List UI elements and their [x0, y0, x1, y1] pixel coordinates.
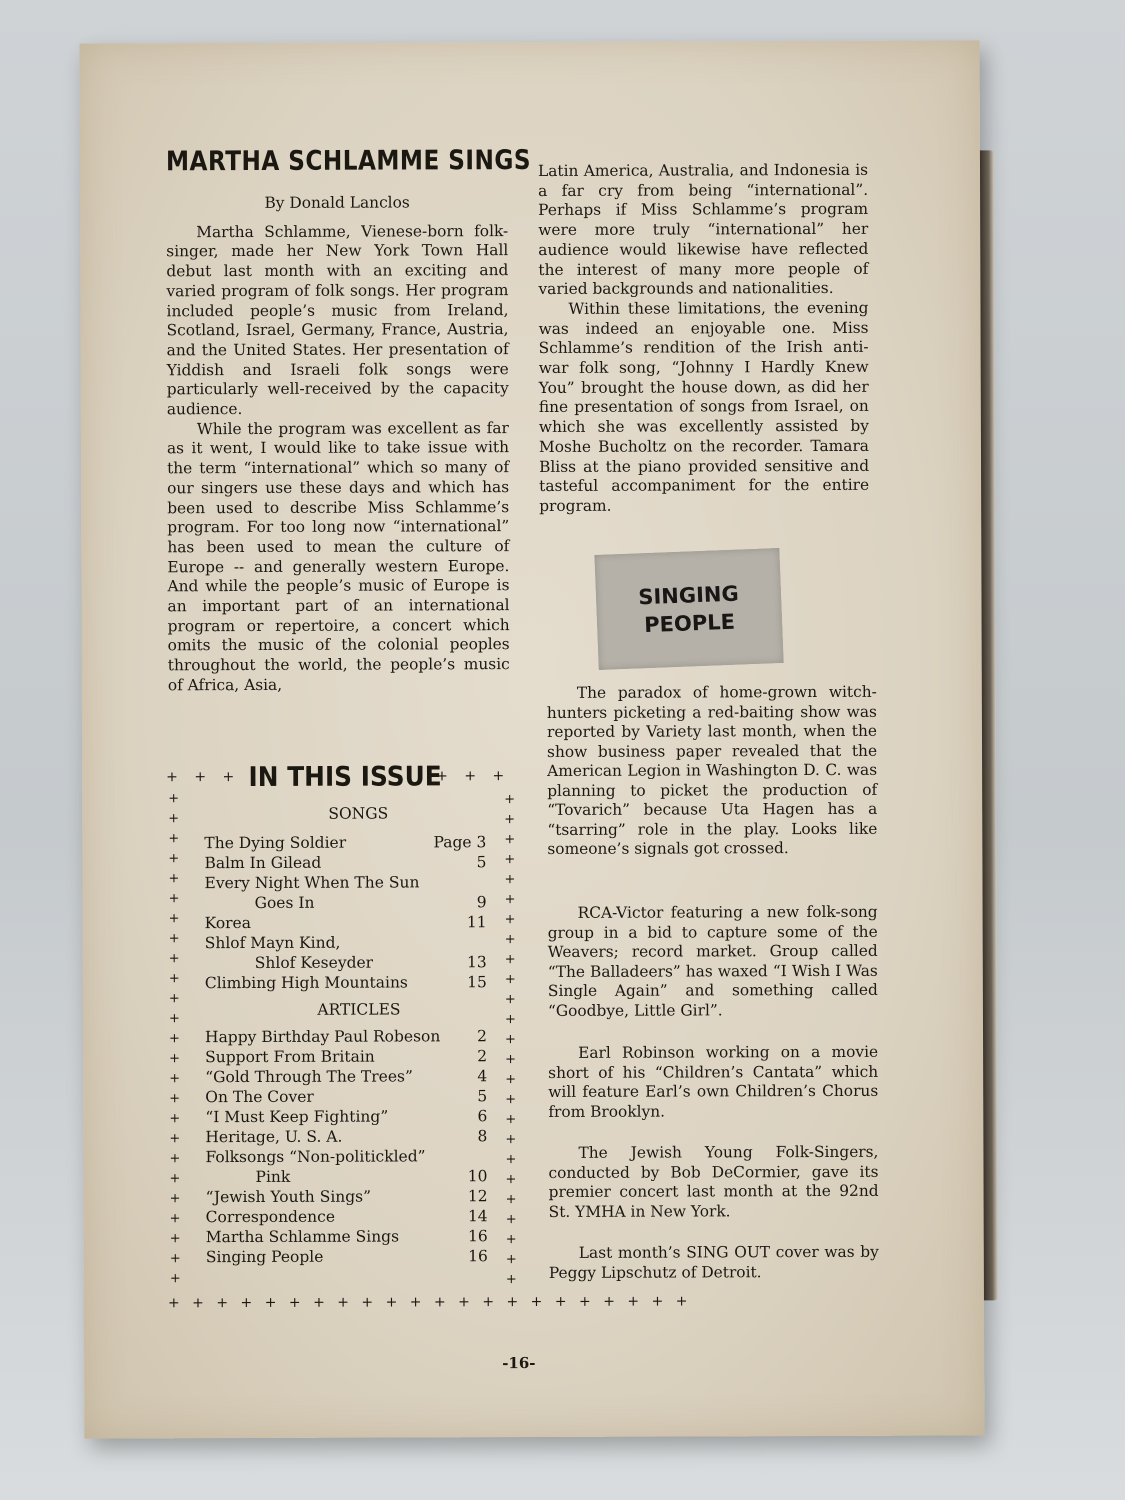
article-paragraph: Within these limitations, the evening was indeed an enjoyable one. Miss Schlamme’s rendition of the Irish anti-war folk song, “Johnny I Hardly Knew You” brought the house down, as did her fine presentation of songs from Israel, on which she was excellently assisted by Moshe Bucholtz on the recorder. Tamara Bliss at the piano provided sensitive and tasteful accompaniment for the entire program.: [538, 298, 870, 515]
toc-entry-page: 16: [468, 1247, 488, 1266]
toc-entry: [205, 1126, 487, 1147]
toc-entry-page: 2: [477, 1047, 488, 1066]
toc-entry-title: Support From Britain: [205, 1047, 375, 1067]
toc-entry: [205, 932, 487, 953]
news-item: [548, 1143, 878, 1222]
toc-border-left: + + + + + + + + + + + + + + + + + + + + + + + + +: [168, 791, 181, 1287]
toc-entry-title: Shlof Mayn Kind,: [204, 933, 341, 953]
toc-border-right: + + + + + + + + + + + + + + + + + + + + + + + + +: [504, 792, 517, 1288]
singing-people-badge: [594, 548, 783, 670]
toc-entry-title: Climbing High Mountains: [204, 973, 408, 993]
article-right-column: [538, 161, 869, 517]
toc-songs-list: [204, 832, 487, 993]
toc-entry: [206, 1226, 488, 1247]
toc-entry: [205, 972, 487, 993]
toc-entry-title: Goes In: [254, 893, 315, 912]
toc-entry-page: 12: [467, 1187, 488, 1206]
toc-entry-title: “Jewish Youth Sings”: [205, 1187, 372, 1207]
toc-entry: [205, 952, 487, 973]
toc-entry: [205, 1106, 487, 1127]
toc-entry: [204, 852, 486, 873]
toc-entry: [205, 912, 487, 933]
toc-entry-title: Every Night When The Sun: [204, 873, 420, 893]
toc-articles-heading: ARTICLES: [317, 1000, 401, 1019]
badge-line-1: SINGING: [637, 581, 740, 609]
toc-articles-list: [205, 1026, 488, 1267]
toc-entry-title: Correspondence: [205, 1207, 336, 1227]
toc-entry-title: The Dying Soldier: [204, 833, 347, 853]
toc-entry-page: 16: [467, 1227, 488, 1246]
toc-entry: [205, 1046, 487, 1067]
toc-entry-title: Martha Schlamme Sings: [205, 1227, 400, 1247]
toc-entry-page: 4: [477, 1067, 488, 1086]
page-number: -16-: [502, 1353, 536, 1373]
toc-title: IN THIS ISSUE: [248, 761, 442, 793]
toc-entry-page: 5: [476, 853, 487, 872]
toc-entry-page: 10: [467, 1167, 488, 1186]
toc-entry: [204, 872, 486, 893]
badge-line-2: PEOPLE: [643, 609, 736, 637]
article-byline: By Donald Lanclos: [264, 193, 410, 212]
toc-entry: [205, 1066, 487, 1087]
toc-entry-title: “Gold Through The Trees”: [205, 1067, 413, 1087]
toc-entry: [204, 832, 486, 853]
news-item: [548, 1043, 878, 1122]
toc-entry: [206, 1206, 488, 1227]
toc-entry: [205, 1146, 487, 1167]
toc-entry-title: Korea: [204, 913, 251, 933]
toc-entry-page: 14: [467, 1207, 488, 1226]
toc-entry-title: Singing People: [205, 1247, 324, 1267]
article-paragraph: Martha Schlamme, Vienese-born folk-singer, made her New York Town Hall debut last month with an exciting and varied program of folk songs. Her program included people’s music from Ireland, Scotland, Israel, Germany, France, Austria, and the United States. Her presentation of Yiddish and Israeli folk songs were particularly well-received by the capacity audience.: [166, 221, 509, 419]
toc-entry-page: 13: [467, 953, 487, 972]
toc-entry-page: 9: [476, 893, 487, 912]
toc-entry: [206, 1186, 488, 1207]
article-paragraph: Latin America, Australia, and Indonesia is a far cry from being “international”. Perhaps if Miss Schlamme’s program were more truly “international” her audience would likewise have reflected the interest of many more people of varied backgrounds and nationalities.: [537, 160, 869, 299]
toc-entry-title: Heritage, U. S. A.: [205, 1127, 343, 1147]
toc-entry-title: “I Must Keep Fighting”: [205, 1107, 389, 1127]
news-item-text: Earl Robinson working on a movie short of his “Children’s Cantata” which will feature Earl’s own Children’s Chorus from Brooklyn.: [548, 1042, 879, 1121]
toc-entry-page: 11: [466, 913, 487, 932]
toc-entry-title: Balm In Gilead: [204, 853, 322, 873]
toc-entry-title: Folksongs “Non-politickled”: [205, 1147, 426, 1167]
magazine-page: [80, 40, 985, 1438]
news-item: [549, 1243, 879, 1283]
toc-entry-title: On The Cover: [205, 1087, 314, 1107]
toc-entry-page: 15: [467, 973, 487, 992]
toc-entry-title: Happy Birthday Paul Robeson: [205, 1027, 441, 1047]
toc-entry-title: Pink: [255, 1167, 291, 1186]
toc-entry-page: 8: [477, 1127, 488, 1146]
toc-entry: [205, 1086, 487, 1107]
toc-entry-page: 5: [477, 1087, 488, 1106]
toc-entry: [206, 1246, 488, 1267]
toc-border-top-right: + + +: [436, 768, 511, 785]
toc-entry-page: 2: [477, 1027, 488, 1046]
toc-border-top-left: + + +: [166, 769, 241, 786]
toc-entry: [205, 1166, 487, 1187]
news-item: [547, 683, 878, 860]
news-item-text: The paradox of home-grown witch-hunters picketing a red-baiting show was reported by Variety last month, when the show business paper revealed that the American Legion in Washington D. C. was planning to picket the production of “Tovarich” because Uta Hagen has a “tsarring” role in the play. Looks like someone’s signals got crossed.: [546, 682, 878, 858]
toc-entry: [205, 1026, 487, 1047]
toc-entry-title: Shlof Keseyder: [254, 953, 374, 972]
table-of-contents: [166, 760, 692, 1312]
news-item-text: The Jewish Young Folk-Singers, conducted by Bob DeCormier, gave its premier concert last month at the 92nd St. YMHA in New York.: [548, 1142, 879, 1221]
news-item: [548, 903, 878, 1021]
toc-border-bottom: + + + + + + + + + + + + + + + + + + + + + +: [167, 1293, 692, 1312]
news-item-text: Last month’s SING OUT cover was by Peggy Lipschutz of Detroit.: [548, 1242, 879, 1282]
toc-entry-page: 6: [477, 1107, 488, 1126]
toc-entry: [205, 892, 487, 913]
article-headline: MARTHA SCHLAMME SINGS: [165, 145, 532, 178]
toc-entry-page: Page 3: [433, 833, 487, 852]
toc-songs-heading: SONGS: [328, 804, 389, 823]
article-paragraph: While the program was excellent as far as it went, I would like to take issue with the term “international” which so many of our singers use these days and which has been used to describe Miss Schlamme’s program. For too long now “international” has been used to mean the culture of Europe -- and generally western Europe. And while the people’s music of Europe is an important part of an international program or repertoire, a concert which omits the music of the colonial peoples throughout the world, the people’s music of Africa, Asia,: [166, 418, 510, 695]
article-left-column: [165, 144, 532, 696]
news-item-text: RCA-Victor featuring a new folk-song group in a bid to capture some of the Weavers; record market. Group called “The Balladeers” has waxed “I Wish I Was Single Again” and something called “Goodbye, Little Girl”.: [547, 902, 878, 1020]
